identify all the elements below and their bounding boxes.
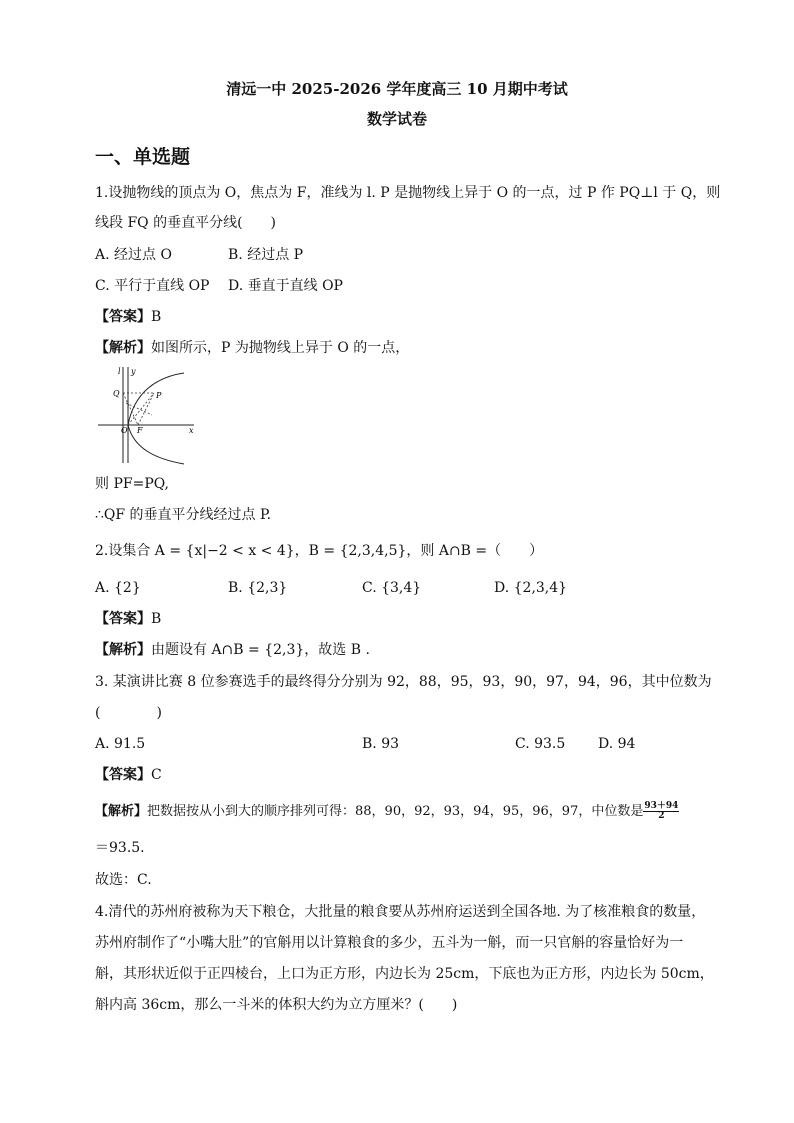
q3-option-a: A. 91.5	[95, 736, 146, 752]
q1-option-d: D. 垂直于直线 OP	[228, 278, 343, 294]
exam-title: 清远一中 2025-2026 学年度高三 10 月期中考试	[226, 80, 568, 98]
analysis-text: 由题设有 A∩B = {2,3}，故选 B .	[151, 642, 370, 658]
q3-stem-line2: ( )	[95, 705, 162, 721]
fraction-denominator: 2	[658, 811, 665, 821]
parabola-curve	[128, 373, 184, 464]
analysis-text: 把数据按从小到大的顺序排列可得：88，90，92，93，94，95，96，97，中位数是	[147, 804, 644, 819]
q2-answer	[95, 609, 161, 629]
analysis-tag: 【解析】	[95, 804, 148, 819]
label-x: x	[189, 426, 194, 435]
answer-tag: 【答案】	[95, 611, 151, 627]
q1-answer	[95, 307, 161, 327]
q1-option-c: C. 平行于直线 OP	[95, 278, 210, 294]
q3-option-b: B. 93	[362, 736, 400, 752]
q1-conclusion-2: ∴QF 的垂直平分线经过点 P.	[95, 507, 272, 523]
exam-subtitle: 数学试卷	[366, 110, 427, 128]
answer-tag: 【答案】	[95, 309, 151, 325]
q1-stem-line2: 线段 FQ 的垂直平分线( )	[95, 215, 277, 231]
q4-stem-line1: 4.清代的苏州府被称为天下粮仓，大批量的粮食要从苏州府运送到全国各地. 为了核准粮食的数量，	[95, 904, 706, 920]
q2-option-c: C. {3,4}	[362, 580, 422, 596]
pf-segment	[138, 393, 154, 425]
perpendicular-bisector	[126, 403, 152, 415]
q3-answer	[95, 765, 162, 785]
q1-stem-line1: 1.设抛物线的顶点为 O，焦点为 F，准线为 l. P 是抛物线上异于 O 的一点，过 P 作 PQ⊥l 于 Q，则	[95, 185, 721, 201]
q1-analysis	[95, 338, 409, 358]
q4-stem-line2: 苏州府制作了“小嘴大肚”的官斛用以计算粮食的多少，五斗为一斛，而一只官斛的容量恰好为一	[95, 935, 684, 951]
q1-option-a: A. 经过点 O	[95, 247, 172, 263]
answer-tag: 【答案】	[95, 767, 151, 783]
q4-stem-line3: 斛，其形状近似于正四棱台，上口为正方形，内边长为 25cm，下底也为正方形，内边长为 50cm，	[95, 966, 714, 982]
q3-result: ＝93.5.	[95, 840, 145, 856]
q2-option-b: B. {2,3}	[228, 580, 288, 596]
q2-option-d: D. {2,3,4}	[494, 580, 568, 596]
answer-value: B	[151, 309, 162, 325]
q3-analysis	[95, 802, 679, 822]
median-fraction	[643, 802, 679, 821]
answer-value: C	[151, 767, 162, 783]
parabola-figure	[96, 365, 200, 465]
q2-stem: 2.设集合 A = {x|−2 < x < 4}，B = {2,3,4,5}，则 A∩B =（ ）	[95, 543, 544, 559]
q4-stem-line4: 斛内高 36cm，那么一斗米的体积大约为立方厘米？( )	[95, 997, 458, 1013]
q3-option-c: C. 93.5	[515, 736, 566, 752]
label-p: P	[156, 391, 162, 400]
answer-value: B	[151, 611, 162, 627]
label-q: Q	[113, 389, 120, 398]
analysis-tag: 【解析】	[95, 642, 151, 658]
analysis-text: 如图所示，P 为抛物线上异于 O 的一点，	[151, 340, 410, 356]
q3-option-d: D. 94	[598, 736, 636, 752]
label-f: F	[137, 426, 143, 435]
q1-conclusion-1: 则 PF=PQ,	[95, 476, 169, 492]
q3-stem-line1: 3. 某演讲比赛 8 位参赛选手的最终得分分别为 92，88，95，93，90，97，94，96，其中位数为	[95, 674, 712, 690]
qf-segment	[123, 393, 138, 425]
q1-option-b: B. 经过点 P	[228, 247, 304, 263]
q3-conclusion: 故选：C.	[95, 872, 152, 888]
fraction-numerator: 93＋94	[644, 801, 679, 811]
q2-option-a: A. {2}	[95, 580, 141, 596]
q2-analysis	[95, 640, 370, 660]
analysis-tag: 【解析】	[95, 340, 151, 356]
section-heading: 一、单选题	[95, 146, 191, 168]
label-l: l	[118, 367, 121, 376]
label-y: y	[131, 367, 136, 376]
label-o: O	[121, 426, 128, 435]
op-segment	[128, 393, 154, 425]
